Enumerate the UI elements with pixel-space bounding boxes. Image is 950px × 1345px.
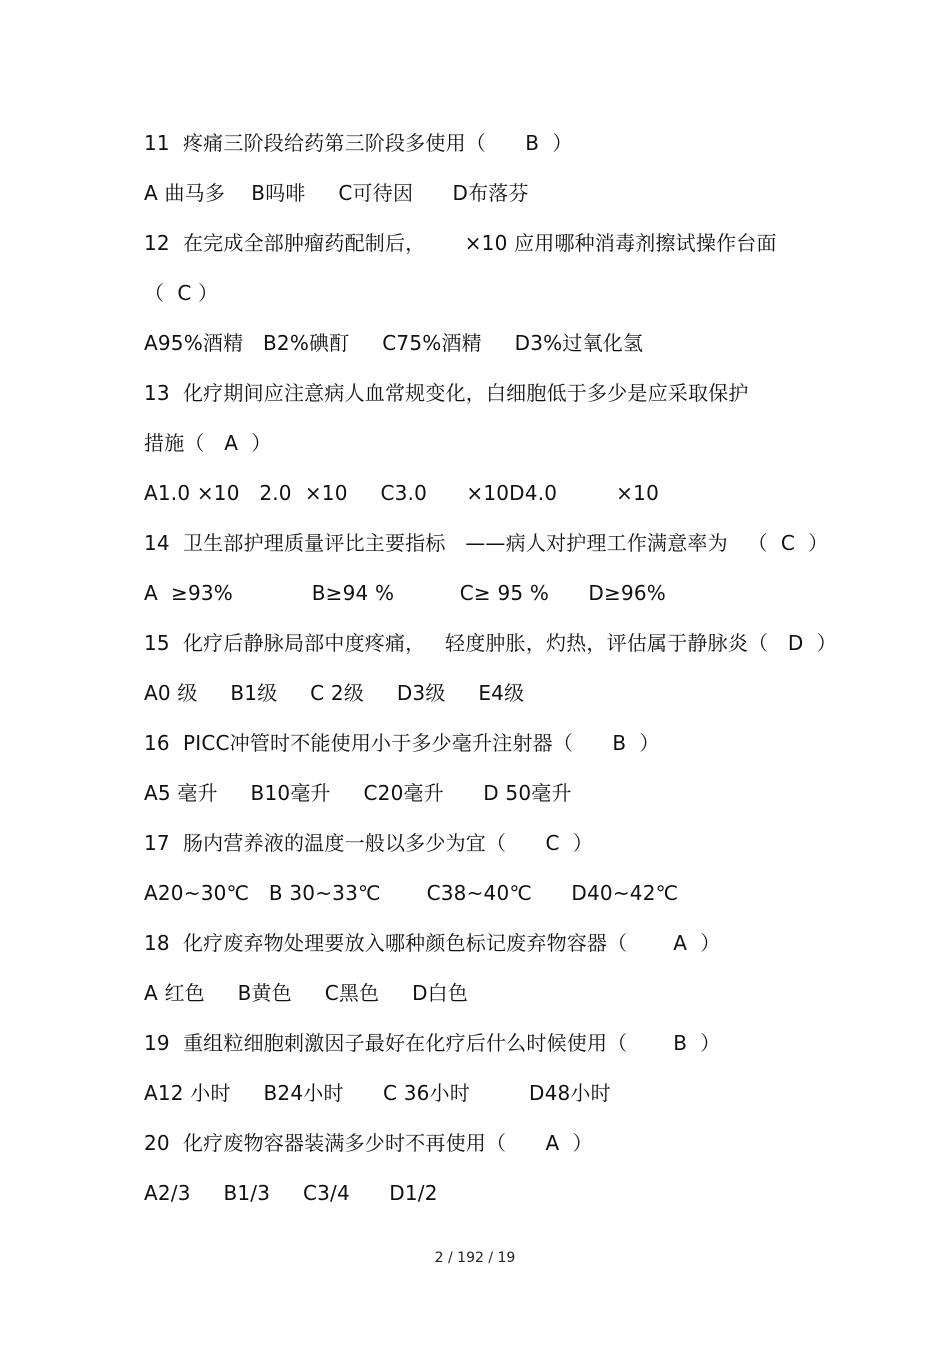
options-16: A5 毫升 B10毫升 C20毫升 D 50毫升 bbox=[144, 781, 572, 805]
question-13-continued: 措施（ A ） bbox=[144, 431, 272, 455]
options-19: A12 小时 B24小时 C 36小时 D48小时 bbox=[144, 1081, 611, 1105]
options-13: A1.0 ×10 2.0 ×10 C3.0 ×10D4.0 ×10 bbox=[144, 481, 659, 505]
question-20: 20 化疗废物容器装满多少时不再使用（ A ） bbox=[144, 1131, 593, 1155]
options-12: A95%酒精 B2%碘酊 C75%酒精 D3%过氧化氢 bbox=[144, 331, 644, 355]
options-17: A20~30℃ B 30~33℃ C38~40℃ D40~42℃ bbox=[144, 881, 679, 905]
question-12: 12 在完成全部肿瘤药配制后， ×10 应用哪种消毒剂擦试操作台面 bbox=[144, 231, 777, 255]
options-14: A ≥93% B≥94 % C≥ 95 % D≥96% bbox=[144, 581, 667, 605]
options-11: A 曲马多 B吗啡 C可待因 D布落芬 bbox=[144, 181, 529, 205]
answer-12: （ C ） bbox=[144, 281, 219, 305]
options-18: A 红色 B黄色 C黑色 D白色 bbox=[144, 981, 469, 1005]
question-15: 15 化疗后静脉局部中度疼痛， 轻度肿胀，灼热，评估属于静脉炎（ D ） bbox=[144, 631, 837, 655]
question-17: 17 肠内营养液的温度一般以多少为宜（ C ） bbox=[144, 831, 593, 855]
question-19: 19 重组粒细胞刺激因子最好在化疗后什么时候使用（ B ） bbox=[144, 1031, 721, 1055]
page-footer: 2 / 192 / 19 bbox=[434, 1250, 516, 1266]
question-18: 18 化疗废弃物处理要放入哪种颜色标记废弃物容器（ A ） bbox=[144, 931, 721, 955]
options-15: A0 级 B1级 C 2级 D3级 E4级 bbox=[144, 681, 525, 705]
options-20: A2/3 B1/3 C3/4 D1/2 bbox=[144, 1181, 438, 1205]
question-16: 16 PICC冲管时不能使用小于多少毫升注射器（ B ） bbox=[144, 731, 660, 755]
question-11: 11 疼痛三阶段给药第三阶段多使用（ B ） bbox=[144, 131, 573, 155]
question-14: 14 卫生部护理质量评比主要指标 ——病人对护理工作满意率为 （ C ） bbox=[144, 531, 829, 555]
question-13: 13 化疗期间应注意病人血常规变化，白细胞低于多少是应采取保护 bbox=[144, 381, 749, 405]
